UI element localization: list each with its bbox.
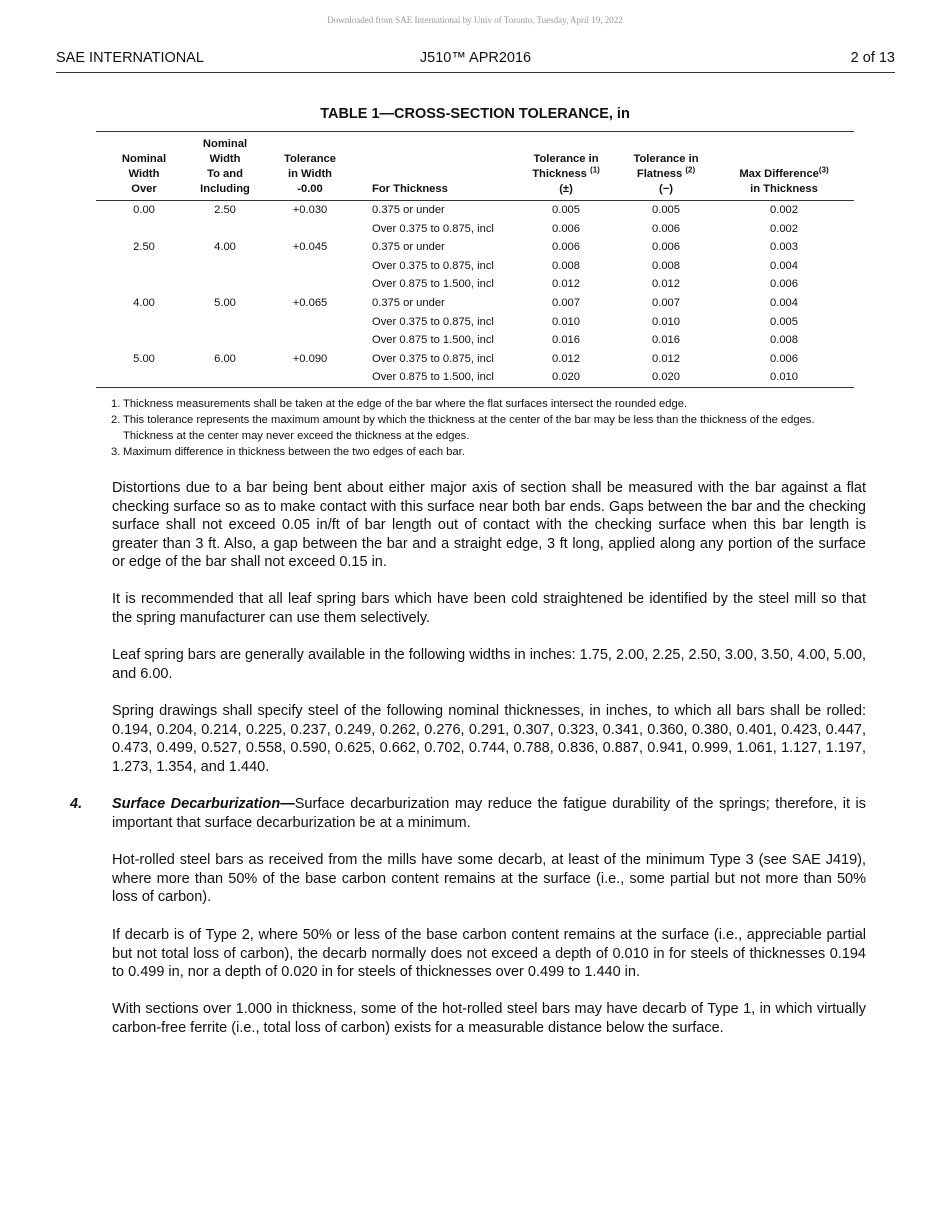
- col-header-tolerance-width: Tolerance in Width -0.00: [258, 132, 362, 201]
- paragraph-hot-rolled-decarb: Hot-rolled steel bars as received from the mills have some decarb, at least of the minimum Type 3 (see SAE J419), where more than 50% of the base carbon content remains at the surface (i.e., some partial but not more than 50% loss of carbon).: [112, 852, 866, 905]
- col-header-tolerance-flatness: Tolerance in Flatness $^{(2)}$ (−): [618, 132, 714, 201]
- table-header-row: [96, 132, 854, 201]
- table-note: 2. This tolerance represents the maximum amount by which the thickness at the center of the bar may be less than the thickness of the edges. Thickness at the center may never exceed the thickness at the edges.: [111, 414, 815, 442]
- table-row: Over 0.375 to 0.875, incl 0.008 0.008 0.004: [372, 259, 798, 272]
- download-notice: Downloaded from SAE International by Univ of Toronto, Tuesday, April 19, 2022: [327, 15, 623, 25]
- table-row: Over 0.875 to 1.500, incl 0.012 0.012 0.006: [372, 278, 798, 291]
- paragraph-type2-decarb: If decarb is of Type 2, where 50% or less of the base carbon content remains at the surface (i.e., appreciable partial but not total loss of carbon), the decarb normally does not exceed a depth of 0.010 in for steels of thicknesses 0.194 to 0.499 in, nor a depth of 0.020 in for steels of thicknesses over 0.499 to 1.440 in.: [112, 927, 866, 980]
- paragraph-available-widths: Leaf spring bars are generally available in the following widths in inches: 1.75, 2.00, 2.25, 2.50, 3.00, 3.50, 4.00, 5.00, and 6.00.: [112, 647, 866, 682]
- table-row: Over 0.375 to 0.875, incl 0.006 0.006 0.002: [372, 222, 798, 235]
- paragraph-cold-straightened: It is recommended that all leaf spring bars which have been cold straightened be identified by the steel mill so that the spring manufacturer can use them selectively.: [112, 591, 866, 626]
- table-row: 4.00 5.00 +0.065 0.375 or under 0.007 0.007 0.004: [133, 296, 798, 309]
- section-title: Surface Decarburization—: [112, 796, 295, 812]
- cross-section-tolerance-table: [96, 131, 854, 388]
- header-page-number: 2 of 13: [850, 50, 895, 66]
- col-header-for-thickness: For Thickness: [362, 132, 514, 201]
- paragraph-distortions: Distortions due to a bar being bent about either major axis of section shall be measured with the bar against a flat checking surface so as to make contact with this surface near both bar ends. Gaps between the bar and the checking surface shall not exceed 0.05 in/ft of bar length out of contact with the checking surface when this bar length is greater than 3 ft. Also, a gap between the bar and a straight edge, 3 ft long, applied along any portion of the surface or edge of the bar shall not exceed 0.15 in.: [112, 480, 866, 570]
- table-row: Over 0.375 to 0.875, incl 0.010 0.010 0.005: [372, 315, 798, 328]
- table-note: 1. Thickness measurements shall be taken at the edge of the bar where the flat surfaces intersect the rounded edge.: [111, 398, 688, 410]
- section-intro: Surface decarburization may reduce the fatigue durability of the springs; therefore, it is important that surface decarburization be at a minimum.: [112, 796, 866, 831]
- header-doc-id: J510™ APR2016: [419, 50, 532, 66]
- table-row: Over 0.875 to 1.500, incl 0.020 0.020 0.010: [96, 368, 854, 387]
- col-header-max-difference: Max Difference$^{(3)}$ in Thickness: [714, 132, 854, 201]
- table-notes: [111, 396, 856, 460]
- table-title: TABLE 1—CROSS-SECTION TOLERANCE, in: [320, 106, 630, 122]
- table-row: Over 0.875 to 1.500, incl 0.016 0.016 0.008: [372, 334, 798, 347]
- table-note: 3. Maximum difference in thickness between the two edges of each bar.: [111, 446, 465, 458]
- table-row: 5.00 6.00 +0.090 Over 0.375 to 0.875, incl 0.012 0.012 0.006: [133, 352, 798, 365]
- section-number: 4.: [70, 796, 83, 812]
- col-header-width-over: Nominal Width Over: [96, 132, 192, 201]
- page-header: [56, 50, 895, 73]
- col-header-tolerance-thickness: Tolerance in Thickness $^{(1)}$ (±): [514, 132, 618, 201]
- table-row: 0.00 2.50 +0.030 0.375 or under 0.005 0.005 0.002: [133, 204, 798, 216]
- section-surface-decarburization: [112, 795, 866, 832]
- col-header-width-to: Nominal Width To and Including: [192, 132, 258, 201]
- paragraph-nominal-thicknesses: Spring drawings shall specify steel of the following nominal thicknesses, in inches, to which all bars shall be rolled: 0.194, 0.204, 0.214, 0.225, 0.237, 0.249, 0.262, 0.276, 0.291, 0.307, 0.323, 0.341, 0.360, 0.380, 0.401, 0.423, 0.447, 0.473, 0.499, 0.527, 0.558, 0.590, 0.625, 0.662, 0.702, 0.744, 0.788, 0.836, 0.887, 0.941, 0.999, 1.061, 1.127, 1.197, 1.273, 1.354, and 1.440.: [112, 703, 866, 775]
- paragraph-type1-decarb: With sections over 1.000 in thickness, some of the hot-rolled steel bars may have decarb of Type 1, in which virtually carbon-free ferrite (i.e., total loss of carbon) exists for a measurable distance below the surface.: [112, 1001, 866, 1036]
- header-org: SAE INTERNATIONAL: [56, 50, 204, 66]
- table-row: 2.50 4.00 +0.045 0.375 or under 0.006 0.006 0.003: [133, 241, 798, 254]
